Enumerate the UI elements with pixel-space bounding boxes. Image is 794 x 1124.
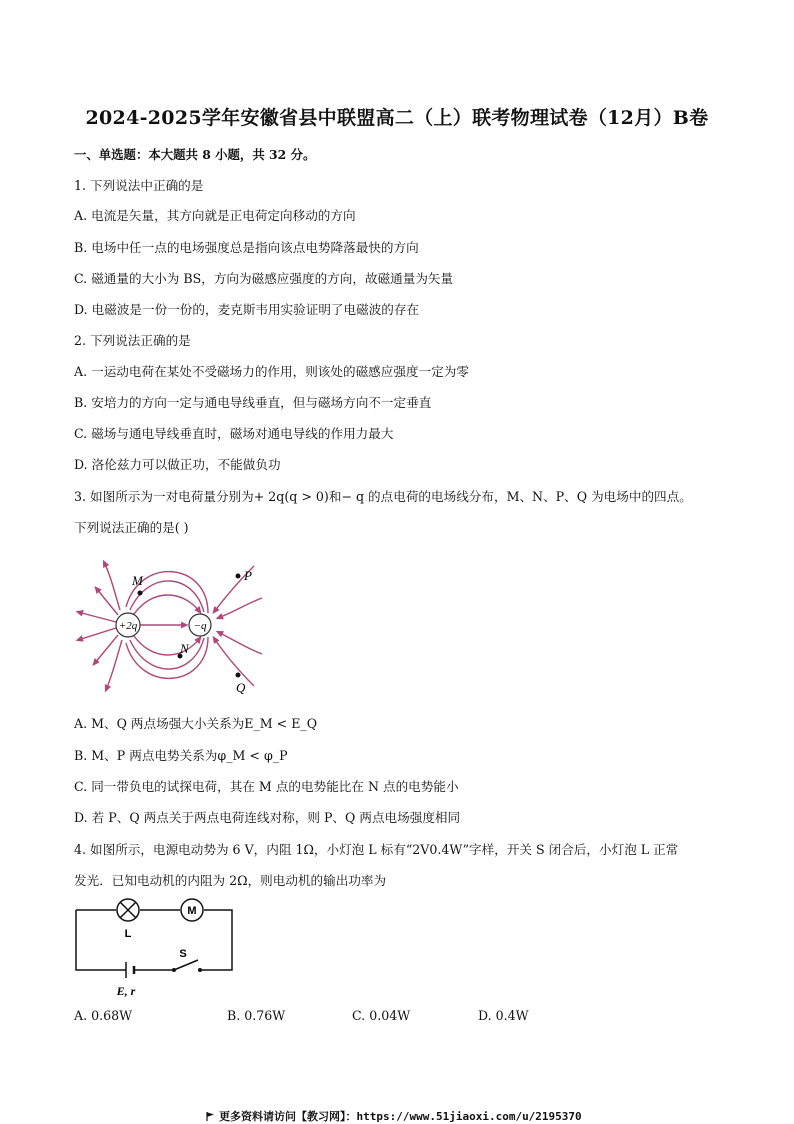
q3-option-a: A. M、Q 两点场强大小关系为E_M < E_Q bbox=[74, 716, 318, 731]
flag-icon bbox=[206, 1112, 215, 1121]
q4-option-c: C. 0.04W bbox=[352, 1008, 411, 1023]
q1-option-a: A. 电流是矢量，其方向就是正电荷定向移动的方向 bbox=[74, 208, 356, 223]
q3-option-c: C. 同一带负电的试探电荷，其在 M 点的电势能比在 N 点的电势能小 bbox=[74, 779, 459, 794]
q2-stem: 2. 下列说法正确的是 bbox=[74, 333, 191, 348]
q2-option-d: D. 洛伦兹力可以做正功，不能做负功 bbox=[74, 457, 281, 472]
q1-option-d: D. 电磁波是一份一份的，麦克斯韦用实验证明了电磁波的存在 bbox=[74, 302, 420, 317]
q4-stem-line2: 发光．已知电动机的内阻为 2Ω，则电动机的输出功率为 bbox=[74, 873, 387, 888]
q4-option-d: D. 0.4W bbox=[478, 1008, 529, 1023]
point-n-label: N bbox=[180, 641, 189, 656]
q4-option-a: A. 0.68W bbox=[74, 1008, 133, 1023]
lamp-label: L bbox=[124, 928, 132, 940]
footer-link[interactable] bbox=[206, 1108, 582, 1124]
q3-stem-line1: 3. 如图所示为一对电荷量分别为+ 2q(q > 0)和− q 的点电荷的电场线分布，M、N、P、Q 为电场中的四点。 bbox=[74, 489, 692, 504]
q1-stem: 1. 下列说法中正确的是 bbox=[74, 178, 204, 193]
page-title: 2024-2025学年安徽省县中联盟高二（上）联考物理试卷（12月）B卷 bbox=[85, 107, 709, 129]
q3-option-d: D. 若 P、Q 两点关于两点电荷连线对称，则 P、Q 两点电场强度相同 bbox=[74, 810, 461, 825]
circuit-figure bbox=[68, 896, 243, 1001]
motor-label: M bbox=[187, 905, 197, 917]
q4-stem-line1: 4. 如图所示，电源电动势为 6 V，内阻 1Ω，小灯泡 L 标有“2V0.4W”字样，开关 S 闭合后，小灯泡 L 正常 bbox=[74, 842, 679, 857]
footer-text: 更多资料请访问【教习网】：https://www.51jiaoxi.com/u/2195370 bbox=[219, 1110, 582, 1123]
q4-option-b: B. 0.76W bbox=[227, 1008, 286, 1023]
negative-charge-label: −q bbox=[193, 620, 207, 632]
point-q-label: Q bbox=[236, 680, 246, 695]
electric-field-figure bbox=[68, 560, 268, 700]
q3-option-b: B. M、P 两点电势关系为φ_M < φ_P bbox=[74, 748, 288, 763]
point-m-label: M bbox=[132, 573, 143, 588]
q1-option-c: C. 磁通量的大小为 BS，方向为磁感应强度的方向，故磁通量为矢量 bbox=[74, 271, 454, 286]
point-p-label: P bbox=[244, 568, 252, 583]
switch-label: S bbox=[179, 948, 187, 960]
q2-option-a: A. 一运动电荷在某处不受磁场力的作用，则该处的磁感应强度一定为零 bbox=[74, 364, 469, 379]
source-label: E, r bbox=[116, 984, 136, 998]
q2-option-b: B. 安培力的方向一定与通电导线垂直，但与磁场方向不一定垂直 bbox=[74, 395, 432, 410]
q2-option-c: C. 磁场与通电导线垂直时，磁场对通电导线的作用力最大 bbox=[74, 426, 394, 441]
q1-option-b: B. 电场中任一点的电场强度总是指向该点电势降落最快的方向 bbox=[74, 240, 419, 255]
section-heading: 一、单选题：本大题共 8 小题，共 32 分。 bbox=[74, 147, 316, 162]
positive-charge-label: +2q bbox=[118, 620, 138, 632]
q3-stem-line2: 下列说法正确的是( ) bbox=[74, 520, 189, 535]
